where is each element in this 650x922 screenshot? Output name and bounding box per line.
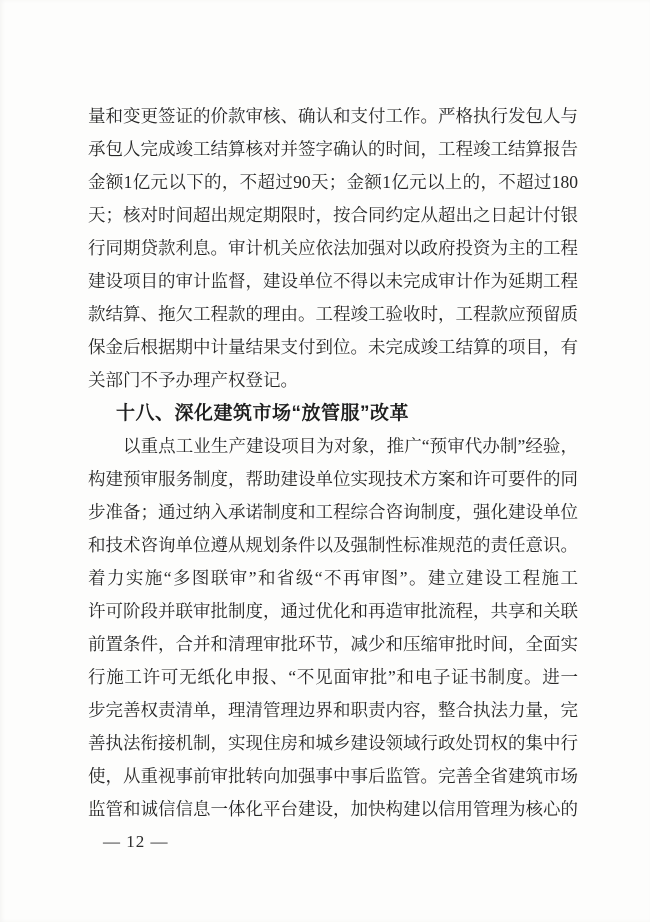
body-line: 善执法衔接机制，实现住房和城乡建设领域行政处罚权的集中行 [88, 733, 578, 753]
body-line: 金额1亿元以下的，不超过90天；金额1亿元以上的，不超过180 [88, 172, 578, 192]
body-line: 前置条件，合并和清理审批环节，减少和压缩审批时间，全面实 [88, 634, 578, 654]
body-line: 保金后根据期中计量结果支付到位。未完成竣工结算的项目，有 [88, 337, 578, 357]
body-line: 款结算、拖欠工程款的理由。工程竣工验收时，工程款应预留质 [88, 304, 578, 324]
body-line: 量和变更签证的价款审核、确认和支付工作。严格执行发包人与 [88, 106, 578, 126]
body-line: 构建预审服务制度，帮助建设单位实现技术方案和许可要件的同 [88, 469, 578, 489]
body-line: 关部门不予办理产权登记。 [88, 370, 298, 390]
body-line: 以重点工业生产建设项目为对象，推广“预审代办制”经验， [123, 436, 578, 456]
section-heading: 十八、深化建筑市场“放管服”改革 [116, 403, 410, 424]
body-line: 承包人完成竣工结算核对并签字确认的时间，工程竣工结算报告 [88, 139, 578, 159]
page-number: — 12 — [103, 832, 169, 851]
body-line: 监管和诚信信息一体化平台建设，加快构建以信用管理为核心的 [88, 799, 578, 819]
text-block [88, 100, 578, 826]
body-line: 着力实施“多图联审”和省级“不再审图”。建立建设工程施工 [88, 568, 578, 588]
body-line: 步完善权责清单，理清管理边界和职责内容，整合执法力量，完 [88, 700, 578, 720]
body-line: 行施工许可无纸化申报、“不见面审批”和电子证书制度。进一 [88, 667, 578, 687]
body-line: 使，从重视事前审批转向加强事中事后监管。完善全省建筑市场 [88, 766, 578, 786]
body-line: 建设项目的审计监督，建设单位不得以未完成审计作为延期工程 [88, 271, 578, 291]
body-line: 天；核对时间超出规定期限时，按合同约定从超出之日起计付银 [88, 205, 578, 225]
body-line: 和技术咨询单位遵从规划条件以及强制性标准规范的责任意识。 [88, 535, 578, 555]
body-line: 许可阶段并联审批制度，通过优化和再造审批流程，共享和关联 [88, 601, 578, 621]
body-line: 步准备；通过纳入承诺制度和工程综合咨询制度，强化建设单位 [88, 502, 578, 522]
body-line: 行同期贷款利息。审计机关应依法加强对以政府投资为主的工程 [88, 238, 578, 258]
